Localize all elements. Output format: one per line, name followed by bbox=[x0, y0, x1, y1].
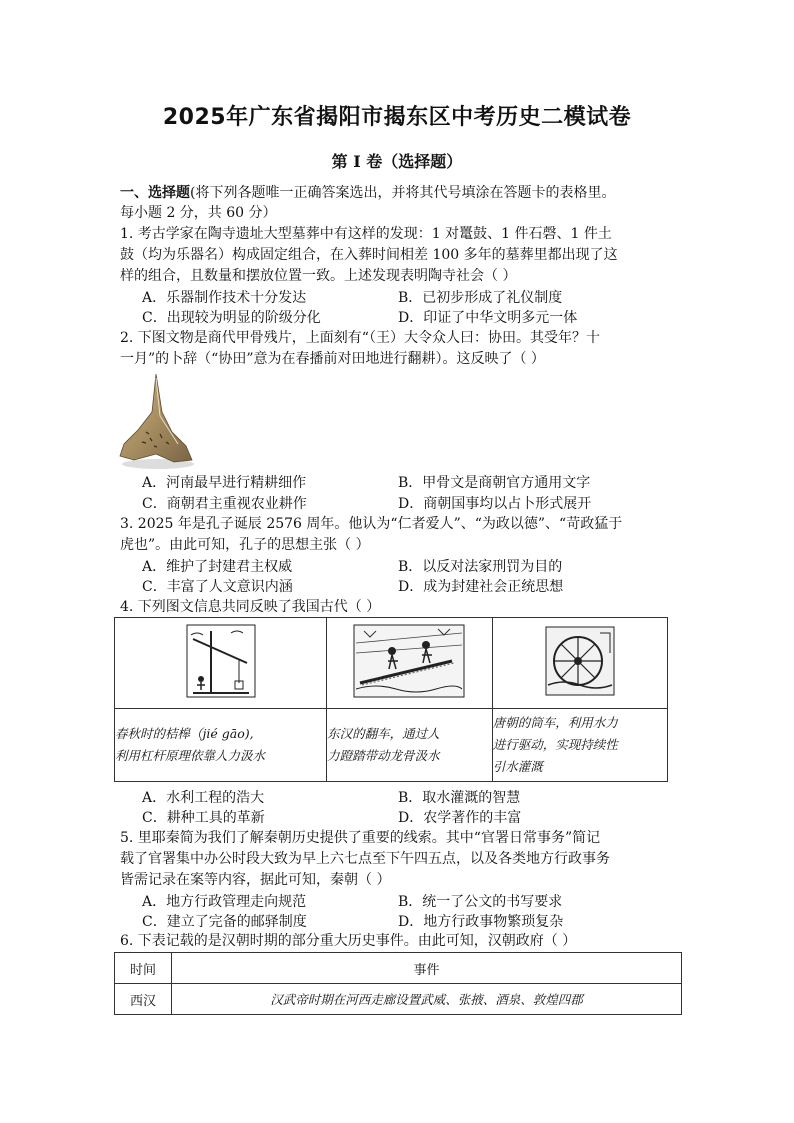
q1-option-c: C．出现较为明显的阶级分化 bbox=[142, 310, 321, 326]
q1-option-b: B．已初步形成了礼仪制度 bbox=[398, 290, 563, 306]
exam-title: 2025年广东省揭阳市揭东区中考历史二模试卷 bbox=[162, 105, 632, 130]
q1-line: 样的组合，且数量和摆放位置一致。上述发现表明陶寺社会（ ） bbox=[120, 268, 517, 284]
table-row bbox=[115, 984, 682, 1015]
q1-option-a: A．乐器制作技术十分发达 bbox=[142, 290, 307, 306]
q5-option-c: C．建立了完备的邮驿制度 bbox=[142, 914, 307, 930]
q3-line: 虎也”。由此可知，孔子的思想主张（ ） bbox=[120, 537, 370, 553]
table-header-time: 时间 bbox=[115, 953, 172, 984]
q2-option-a: A．河南最早进行精耕细作 bbox=[142, 475, 307, 491]
table-cell-time: 西汉 bbox=[115, 984, 172, 1015]
q3-option-d: D．成为封建社会正统思想 bbox=[398, 579, 564, 595]
q3-option-a: A．维护了封建君主权威 bbox=[142, 559, 293, 575]
q2-line: 2. 下图文物是商代甲骨残片，上面刻有“（王）大令众人曰：协田。其受年？十 bbox=[120, 330, 600, 346]
q2-line: 一月”的卜辞（“协田”意为在春播前对田地进行翻耕）。这反映了（ ） bbox=[120, 351, 545, 367]
q5-line: 皆需记录在案等内容，据此可知，秦朝（ ） bbox=[120, 872, 391, 888]
q6-line: 6. 下表记载的是汉朝时期的部分重大历史事件。由此可知，汉朝政府（ ） bbox=[120, 933, 577, 949]
q5-option-b: B．统一了公文的书写要求 bbox=[398, 894, 563, 910]
section-instruction: 一、选择题(将下列各题唯一正确答案选出，并将其代号填涂在答题卡的表格里。 bbox=[120, 185, 616, 201]
q5-line: 5. 里耶秦简为我们了解秦朝历史提供了重要的线索。其中“官署日常事务”简记 bbox=[120, 830, 601, 846]
fanche-image bbox=[352, 623, 466, 699]
q4-option-a: A．水利工程的浩大 bbox=[142, 790, 265, 806]
section-label: 一、选择题 bbox=[120, 185, 190, 201]
oracle-bone-image bbox=[116, 372, 198, 472]
q3-option-c: C．丰富了人文意识内涵 bbox=[142, 579, 293, 595]
tongche-image bbox=[544, 625, 616, 697]
section-instruction-2: 每小题 2 分，共 60 分） bbox=[120, 205, 277, 221]
q5-option-a: A．地方行政管理走向规范 bbox=[142, 894, 307, 910]
q3-option-b: B．以反对法家刑罚为目的 bbox=[398, 559, 563, 575]
table-cell-event: 汉武帝时期在河西走廊设置武威、张掖、酒泉、敦煌四郡 bbox=[172, 984, 682, 1015]
q4-option-c: C．耕种工具的革新 bbox=[142, 810, 265, 826]
table-header-event: 事件 bbox=[172, 953, 682, 984]
jiegao-image bbox=[181, 621, 261, 701]
q4-image-table bbox=[114, 617, 668, 782]
q2-option-b: B．甲骨文是商朝官方通用文字 bbox=[398, 475, 591, 491]
jiegao-image-cell bbox=[115, 618, 327, 709]
q2-option-c: C．商朝君主重视农业耕作 bbox=[142, 496, 307, 512]
section-subtitle: 第 I 卷（选择题） bbox=[331, 152, 463, 171]
q2-option-d: D．商朝国事均以占卜形式展开 bbox=[398, 496, 592, 512]
q3-line: 3. 2025 年是孔子诞辰 2576 周年。他认为“仁者爱人”、“为政以德”、“苛政猛于 bbox=[120, 516, 623, 532]
q4-option-b: B．取水灌溉的智慧 bbox=[398, 790, 521, 806]
q5-option-d: D．地方行政事物繁琐复杂 bbox=[398, 914, 564, 930]
q6-table bbox=[114, 952, 682, 1015]
jiegao-caption: 春秋时的桔槔（jié gāo), 利用杠杆原理依靠人力汲水 bbox=[115, 709, 327, 782]
tongche-image-cell bbox=[492, 618, 667, 709]
q5-line: 载了官署集中办公时段大致为早上六七点至下午四五点，以及各类地方行政事务 bbox=[120, 851, 610, 867]
q4-option-d: D．农学著作的丰富 bbox=[398, 810, 522, 826]
q1-line: 1. 考古学家在陶寺遗址大型墓葬中有这样的发现：1 对鼍鼓、1 件石磬、1 件土 bbox=[120, 226, 612, 242]
q4-line: 4. 下列图文信息共同反映了我国古代（ ） bbox=[120, 599, 381, 615]
tongche-caption: 唐朝的筒车，利用水力 进行驱动，实现持续性 引水灌溉 bbox=[492, 709, 667, 782]
q1-option-d: D．印证了中华文明多元一体 bbox=[398, 310, 578, 326]
fanche-caption: 东汉的翻车，通过人 力蹬踏带动龙骨汲水 bbox=[327, 709, 493, 782]
fanche-image-cell bbox=[327, 618, 493, 709]
q1-line: 鼓（均为乐器名）构成固定组合，在入葬时间相差 100 多年的墓葬里都出现了这 bbox=[120, 247, 618, 263]
